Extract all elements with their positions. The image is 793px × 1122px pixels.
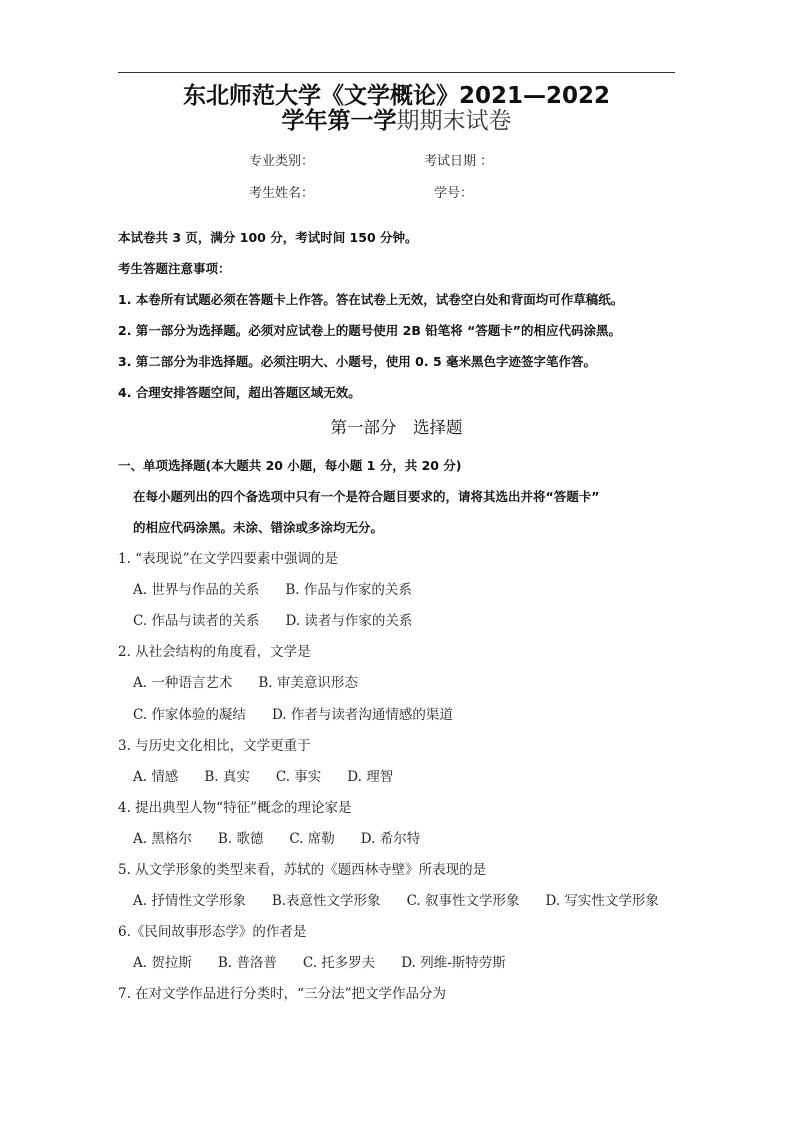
answer-option: B. 普洛普 — [217, 955, 277, 971]
answer-option: A. 黑格尔 — [133, 831, 192, 847]
option-row — [133, 581, 438, 599]
option-row — [133, 612, 438, 630]
header-rule — [118, 72, 675, 73]
option-row — [133, 768, 419, 786]
section-instruction: 的相应代码涂黑。未涂、错涂或多涂均无分。 — [133, 520, 384, 535]
option-row — [133, 706, 479, 724]
question-stem: 3. 与历史文化相比，文学更重于 — [118, 738, 311, 754]
answer-option: B. 真实 — [204, 769, 250, 785]
answer-option: D. 作者与读者沟通情感的渠道 — [271, 707, 453, 723]
answer-option: A. 贺拉斯 — [133, 955, 192, 971]
student-id-label: 学号： — [434, 186, 474, 201]
answer-option: A. 世界与作品的关系 — [133, 582, 260, 598]
answer-option: A. 抒情性文学形象 — [133, 893, 246, 909]
notes-heading: 考生答题注意事项： — [118, 261, 231, 276]
answer-option: A. 情感 — [133, 769, 179, 785]
answer-option: D. 列维-斯特劳斯 — [401, 955, 506, 971]
note-item: 1. 本卷所有试题必须在答题卡上作答。答在试卷上无效，试卷空白处和背面均可作草稿纸。 — [118, 292, 624, 307]
question-stem: 2. 从社会结构的角度看，文学是 — [118, 644, 311, 660]
question-stem: 7. 在对文学作品进行分类时，“三分法”把文学作品分为 — [118, 986, 446, 1002]
section-instruction: 在每小题列出的四个备选项中只有一个是符合题目要求的，请将其选出并将“答题卡” — [133, 489, 600, 504]
question-stem: 1. “表现说”在文学四要素中强调的是 — [118, 551, 338, 567]
option-row — [133, 830, 446, 848]
option-row — [133, 674, 384, 692]
answer-option: D. 理智 — [347, 769, 394, 785]
exam-title-line1: 东北师范大学《文学概论》2021—2022 — [182, 83, 611, 109]
answer-option: B. 审美意识形态 — [258, 675, 358, 691]
answer-option: C. 叙事性文学形象 — [406, 893, 520, 909]
answer-option: C. 托多罗夫 — [302, 955, 376, 971]
answer-option: B. 作品与作家的关系 — [285, 582, 412, 598]
answer-option: D. 读者与作家的关系 — [285, 613, 413, 629]
section-heading: 一、单项选择题(本大题共 20 小题，每小题 1 分，共 20 分) — [118, 458, 462, 473]
answer-option: C. 作家体验的凝结 — [133, 707, 246, 723]
note-item: 4. 合理安排答题空间，超出答题区域无效。 — [118, 385, 361, 400]
answer-option: D. 希尔特 — [360, 831, 421, 847]
option-row — [133, 954, 532, 972]
answer-option: D. 写实性文学形象 — [545, 893, 659, 909]
exam-date-label: 考试日期 ： — [424, 154, 494, 169]
note-item: 2. 第一部分为选择题。必须对应试卷上的题号使用 2B 铅笔将 “答题卡”的相应代码涂黑。 — [118, 323, 622, 338]
note-item: 3. 第二部分为非选择题。必须注明大、小题号，使用 0. 5 毫米黑色字迹签字笔作答。 — [118, 354, 596, 369]
title-light-part: 期期末试卷 — [396, 108, 512, 134]
answer-option: C. 席勒 — [289, 831, 335, 847]
answer-option: B.表意性文学形象 — [271, 893, 381, 909]
exam-title-line2 — [0, 107, 793, 135]
question-stem: 4. 提出典型人物“特征”概念的理论家是 — [118, 800, 352, 816]
question-stem: 6.《民间故事形态学》的作者是 — [118, 924, 307, 940]
answer-option: C. 作品与读者的关系 — [133, 613, 260, 629]
part-title: 第一部分 选择题 — [330, 418, 463, 437]
answer-option: C. 事实 — [275, 769, 322, 785]
student-name-label: 考生姓名： — [249, 186, 315, 201]
title-bold-part: 学年第一学 — [281, 108, 397, 134]
exam-summary: 本试卷共 3 页，满分 100 分，考试时间 150 分钟。 — [118, 230, 418, 245]
question-stem: 5. 从文学形象的类型来看，苏轼的《题西林寺壁》所表现的是 — [118, 862, 487, 878]
major-field-label: 专业类别： — [249, 154, 315, 169]
answer-option: A. 一种语言艺术 — [133, 675, 233, 691]
option-row — [133, 892, 685, 910]
answer-option: B. 歌德 — [217, 831, 264, 847]
